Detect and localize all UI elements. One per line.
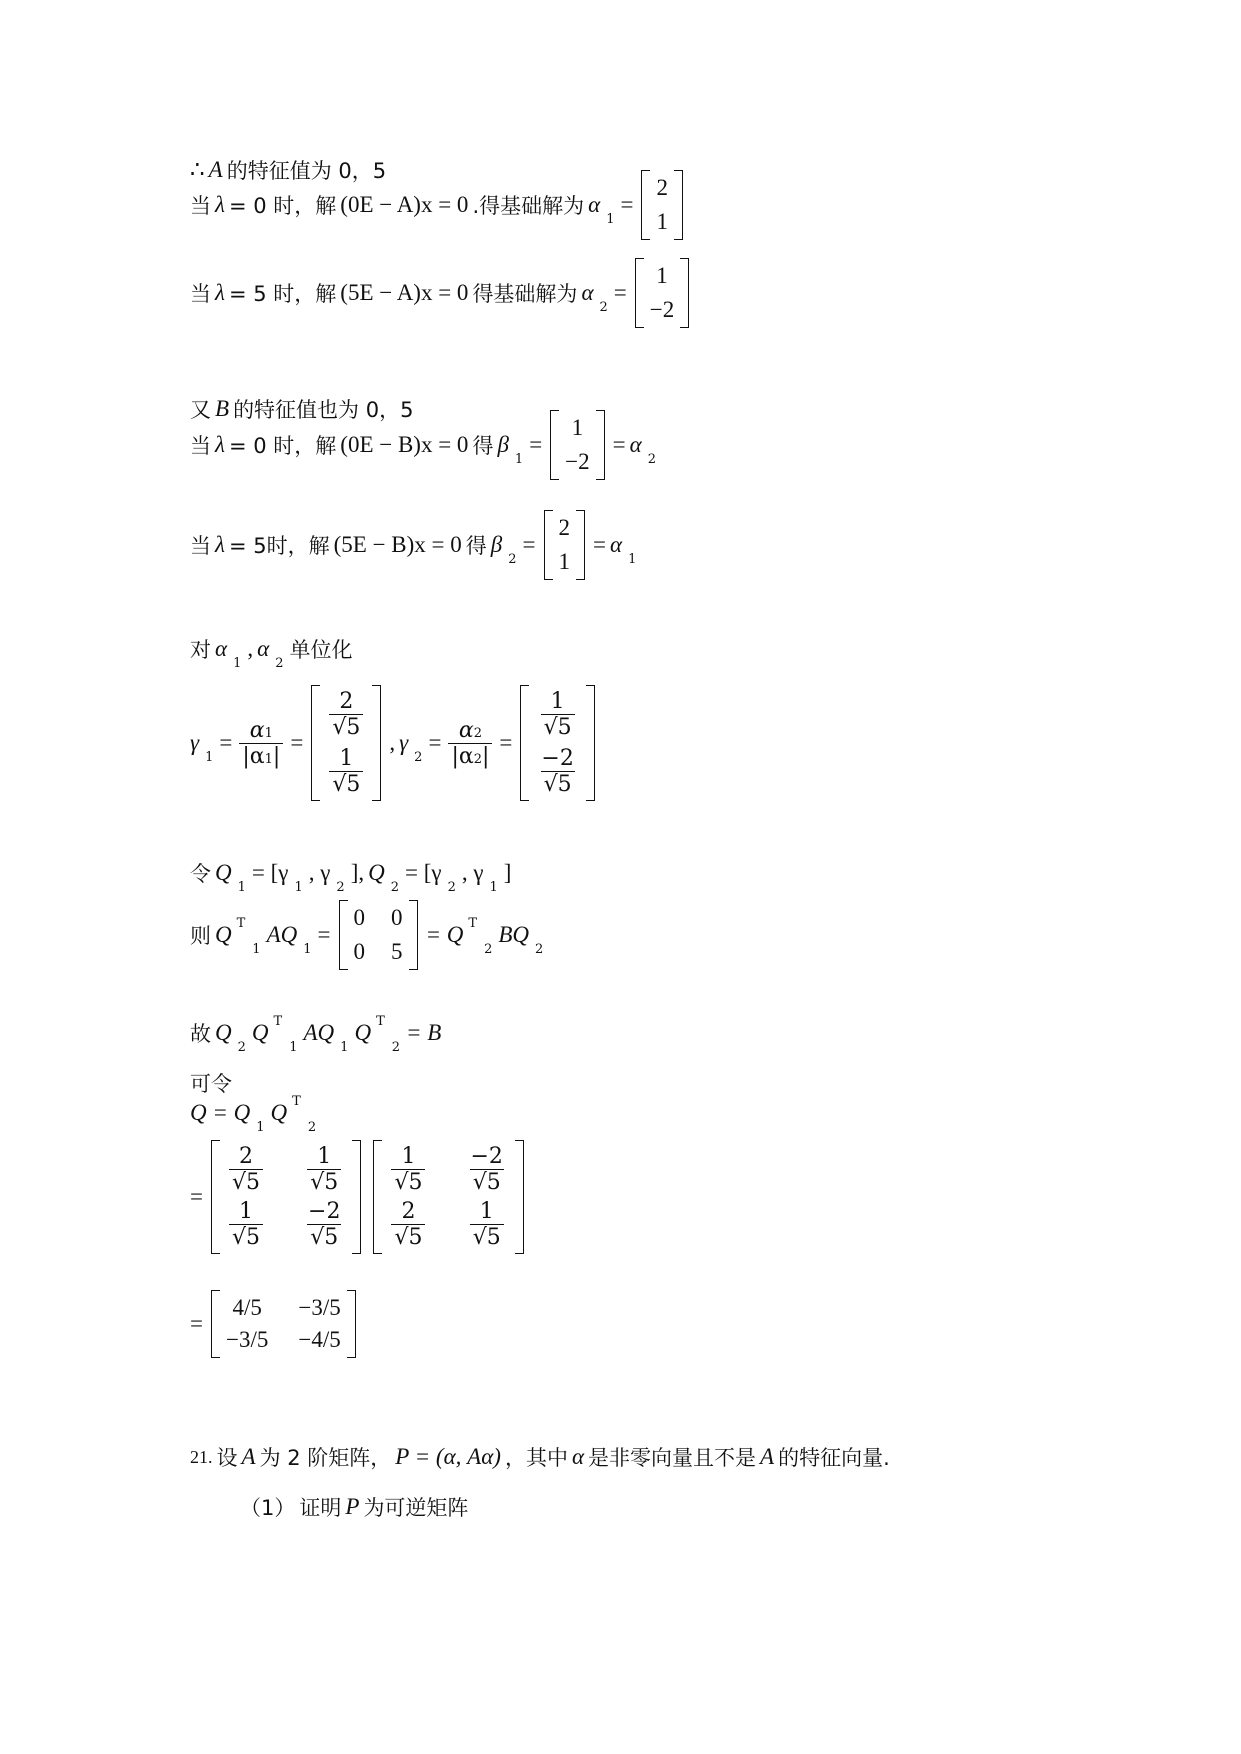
alpha: α	[609, 532, 623, 557]
norm-alpha: |α	[451, 743, 474, 769]
numerator: 2	[339, 689, 354, 714]
numerator: 1	[317, 1144, 332, 1169]
subscript: 2	[535, 941, 544, 957]
norm-alpha: |α	[242, 743, 265, 769]
alpha: α	[215, 636, 228, 661]
column-vector	[641, 170, 683, 240]
text: 当	[190, 194, 211, 218]
text: 的特征值为 0，5	[226, 159, 387, 183]
vector-entry: 1	[571, 415, 584, 440]
expr: = [γ	[405, 860, 442, 885]
text: 则	[190, 924, 211, 948]
superscript: T	[468, 915, 478, 931]
numerator: 1	[339, 746, 354, 771]
numerator: 1	[239, 1199, 253, 1224]
matrix-right: $\frac{1}{√5}$ $\frac{-2}{√5}$ $\frac{2}{√5}$ $\frac{1}{√5}$	[373, 1140, 523, 1254]
subscript: 2	[599, 299, 608, 315]
expr: ]	[503, 860, 512, 885]
subscript: 1	[256, 1119, 265, 1135]
numerator: 1	[479, 1199, 494, 1224]
beta: β	[497, 432, 509, 457]
text: ，其中	[504, 1446, 568, 1470]
matrix-entry: 5	[391, 939, 403, 964]
subscript: 2	[508, 551, 517, 567]
text: 可令	[190, 1072, 232, 1096]
expr: , γ	[461, 860, 484, 885]
text: 当	[190, 434, 211, 458]
text: 得	[472, 434, 494, 458]
AQ: AQ	[266, 922, 298, 947]
define-Q1-Q2	[190, 858, 512, 895]
comma: ,	[247, 636, 254, 661]
subscript: 1	[340, 1039, 349, 1055]
subscript: 2	[307, 1119, 317, 1135]
superscript: T	[273, 1013, 283, 1029]
text: 的特征值也为 0，5	[233, 398, 414, 422]
matrix-A: A	[208, 157, 223, 182]
equation: (5E − B)x = 0	[333, 532, 462, 557]
subscript: 1	[264, 725, 273, 741]
text: 为 2 阶矩阵，	[259, 1446, 392, 1470]
text: = 0 时，解	[228, 194, 337, 218]
numerator: −2	[541, 746, 574, 771]
alpha: α	[249, 717, 265, 743]
equation: (0E − B)x = 0	[340, 432, 469, 457]
column-vector	[635, 258, 689, 328]
subscript: 2	[237, 1039, 246, 1055]
matrix-entry: 4/5	[232, 1295, 262, 1320]
vector-entry: −2	[649, 297, 675, 322]
subscript: 1	[303, 941, 312, 957]
diagonalization-line	[190, 900, 545, 970]
expr: , γ	[308, 860, 331, 885]
matrix-entry: −4/5	[298, 1327, 341, 1352]
lambda: λ	[215, 192, 225, 217]
text: = 5时，解	[228, 534, 330, 558]
Q: Q	[215, 860, 232, 885]
numerator: 1	[401, 1144, 416, 1169]
matrix-B: B	[215, 396, 230, 421]
BQ: BQ	[498, 922, 530, 947]
radicand: 5	[557, 772, 572, 797]
similarity-line	[190, 1013, 442, 1055]
Q: Q	[251, 1020, 269, 1045]
subscript: 1	[205, 749, 214, 765]
matrix-A: A	[241, 1444, 256, 1469]
radicand: 5	[324, 1225, 339, 1250]
subscript: 2	[336, 879, 345, 895]
matrix-A: A	[760, 1444, 775, 1469]
vector-entry: 1	[558, 549, 570, 574]
text: 又	[190, 398, 211, 422]
column-vector	[544, 510, 586, 580]
subscript: 1	[252, 941, 261, 957]
radicand: 5	[246, 1170, 261, 1195]
radicand: 5	[346, 772, 361, 797]
part-label: （1）	[240, 1496, 296, 1520]
subscript: 1	[514, 451, 524, 467]
numerator: 2	[239, 1144, 253, 1169]
radicand: 5	[557, 715, 572, 740]
text: = 0 时，解	[228, 434, 337, 458]
matrix-product	[190, 1140, 528, 1254]
radicand: 5	[408, 1170, 423, 1195]
subscript: 1	[606, 211, 615, 227]
AQ: AQ	[303, 1020, 335, 1045]
expr: ],	[350, 860, 365, 885]
solve-lambda0-A: 当 λ = 0 时，解 (0E − A)x = 0 .得基础解为 α 1 = 2 1	[190, 170, 687, 240]
Q: Q	[354, 1020, 372, 1045]
subscript: 2	[414, 749, 423, 765]
alpha: α	[581, 280, 594, 305]
text: 证明	[299, 1496, 342, 1520]
bar: |	[272, 743, 281, 769]
Q: Q	[215, 1020, 232, 1045]
numerator: −2	[470, 1144, 503, 1169]
matrix-entry: 0	[353, 939, 366, 964]
vector-entry: 1	[656, 209, 668, 234]
alpha: α	[257, 636, 270, 661]
equals: =	[190, 1311, 203, 1336]
result-matrix	[190, 1290, 360, 1358]
subscript: 2	[391, 1039, 401, 1055]
question-21-part-1	[240, 1492, 468, 1522]
matrix-entry: −3/5	[225, 1327, 269, 1352]
radicand: 5	[408, 1225, 423, 1250]
expr: = [γ	[251, 860, 289, 885]
text: 对	[190, 638, 211, 662]
column-vector: $\frac{2}{√5}$ $\frac{1}{√5}$	[311, 685, 381, 801]
lambda: λ	[215, 280, 225, 305]
normalize-line	[190, 634, 353, 671]
equals: =	[190, 1184, 203, 1209]
subscript: 1	[628, 551, 637, 567]
fraction	[239, 718, 283, 769]
equals: =	[317, 922, 331, 947]
bar: |	[482, 743, 490, 769]
subscript: 2	[390, 879, 400, 895]
Q: = Q	[425, 922, 464, 947]
radicand: 5	[246, 1225, 261, 1250]
solve-lambda5-B: 当 λ = 5时，解 (5E − B)x = 0 得 β 2 = 2 1 = α 1	[190, 510, 638, 580]
radicand: 5	[486, 1170, 501, 1195]
superscript: T	[376, 1013, 385, 1029]
text: 得基础解为	[472, 282, 578, 306]
subscript: 2	[447, 879, 456, 895]
vector-entry: −2	[565, 449, 590, 474]
superscript: T	[292, 1093, 301, 1109]
subscript: 2	[275, 655, 284, 671]
text: 当	[190, 282, 211, 306]
solve-lambda0-B: 当 λ = 0 时，解 (0E − B)x = 0 得 β 1 = 1 −2 = α 2	[190, 410, 658, 480]
let-line	[190, 1068, 232, 1098]
equals: =	[219, 730, 233, 755]
vector-entry: 2	[656, 175, 668, 200]
subscript: 2	[647, 451, 656, 467]
equation: (0E − A)x = 0	[340, 192, 469, 217]
radicand: 5	[324, 1170, 339, 1195]
text: 的特征向量.	[778, 1446, 890, 1470]
fraction	[448, 718, 492, 769]
vector-entry: 2	[558, 515, 570, 540]
orthogonal-matrix	[211, 1290, 356, 1358]
therefore-symbol: ∴	[190, 157, 205, 182]
question-21	[190, 1442, 890, 1472]
Q: Q	[215, 922, 232, 947]
text: 是非零向量且不是	[588, 1446, 757, 1470]
column-vector	[550, 410, 604, 480]
text: 设	[216, 1446, 238, 1470]
subscript: 2	[473, 751, 482, 767]
lambda: λ	[215, 532, 225, 557]
matrix-P: P	[345, 1494, 360, 1519]
numerator: 1	[550, 689, 565, 714]
matrix-entry: −3/5	[298, 1295, 341, 1320]
text: 得	[465, 534, 487, 558]
superscript: T	[236, 915, 246, 931]
Q: Q	[368, 860, 385, 885]
alpha: α	[571, 1444, 585, 1469]
Q-definition	[190, 1093, 318, 1135]
alpha: α	[629, 432, 642, 457]
subscript: 2	[473, 725, 482, 741]
P-definition: P = (α, Aα)	[395, 1444, 501, 1469]
subscript: 1	[489, 879, 498, 895]
solve-lambda5-A: 当 λ = 5 时，解 (5E − A)x = 0 得基础解为 α 2 = 1 −2	[190, 258, 693, 328]
text: 令	[190, 862, 211, 886]
gamma: γ	[190, 730, 200, 755]
text: = 5 时，解	[228, 282, 337, 306]
matrix-left: $\frac{2}{√5}$ $\frac{1}{√5}$ $\frac{1}{√5}$ $\frac{-2}{√5}$	[211, 1140, 361, 1254]
Q: Q = Q	[190, 1100, 251, 1125]
text: 为可逆矩阵	[363, 1496, 469, 1520]
radicand: 5	[486, 1225, 501, 1250]
subscript: 1	[289, 1039, 298, 1055]
subscript: 1	[294, 879, 303, 895]
beta: β	[490, 532, 503, 557]
column-vector: $\frac{1}{√5}$ $\frac{-2}{√5}$	[520, 685, 594, 801]
subscript: 1	[233, 655, 242, 671]
equation: (5E − A)x = 0	[340, 280, 469, 305]
matrix-entry: 0	[353, 905, 366, 930]
text: 故	[190, 1022, 211, 1046]
lambda: λ	[215, 432, 225, 457]
vector-entry: 1	[656, 263, 668, 288]
matrix-entry: 0	[391, 905, 403, 930]
text: 单位化	[289, 638, 353, 662]
alpha: α	[588, 192, 601, 217]
gamma: γ	[399, 730, 409, 755]
Q: Q	[270, 1100, 288, 1125]
question-number: 21.	[190, 1446, 213, 1467]
text: 当	[190, 534, 211, 558]
subscript: 1	[264, 751, 273, 767]
equals-B: = B	[406, 1020, 442, 1045]
numerator: 2	[401, 1199, 416, 1224]
numerator: −2	[308, 1199, 341, 1224]
subscript: 2	[484, 941, 493, 957]
alpha: α	[458, 717, 474, 743]
diagonal-matrix	[339, 900, 418, 970]
subscript: 1	[237, 879, 246, 895]
text: .得基础解为	[472, 194, 585, 218]
gamma-definition: γ 1 = $\frac{\alpha 1}{|\alpha 1|}$ = $\frac{2}{√5}$ $\frac{1}{√5}$ , γ 2 = $\frac{\alpha 2}{|\alpha 2|}$ = $\frac{1}{√5}$ $\frac{-2}{√5}$	[190, 685, 599, 801]
radicand: 5	[346, 715, 361, 740]
